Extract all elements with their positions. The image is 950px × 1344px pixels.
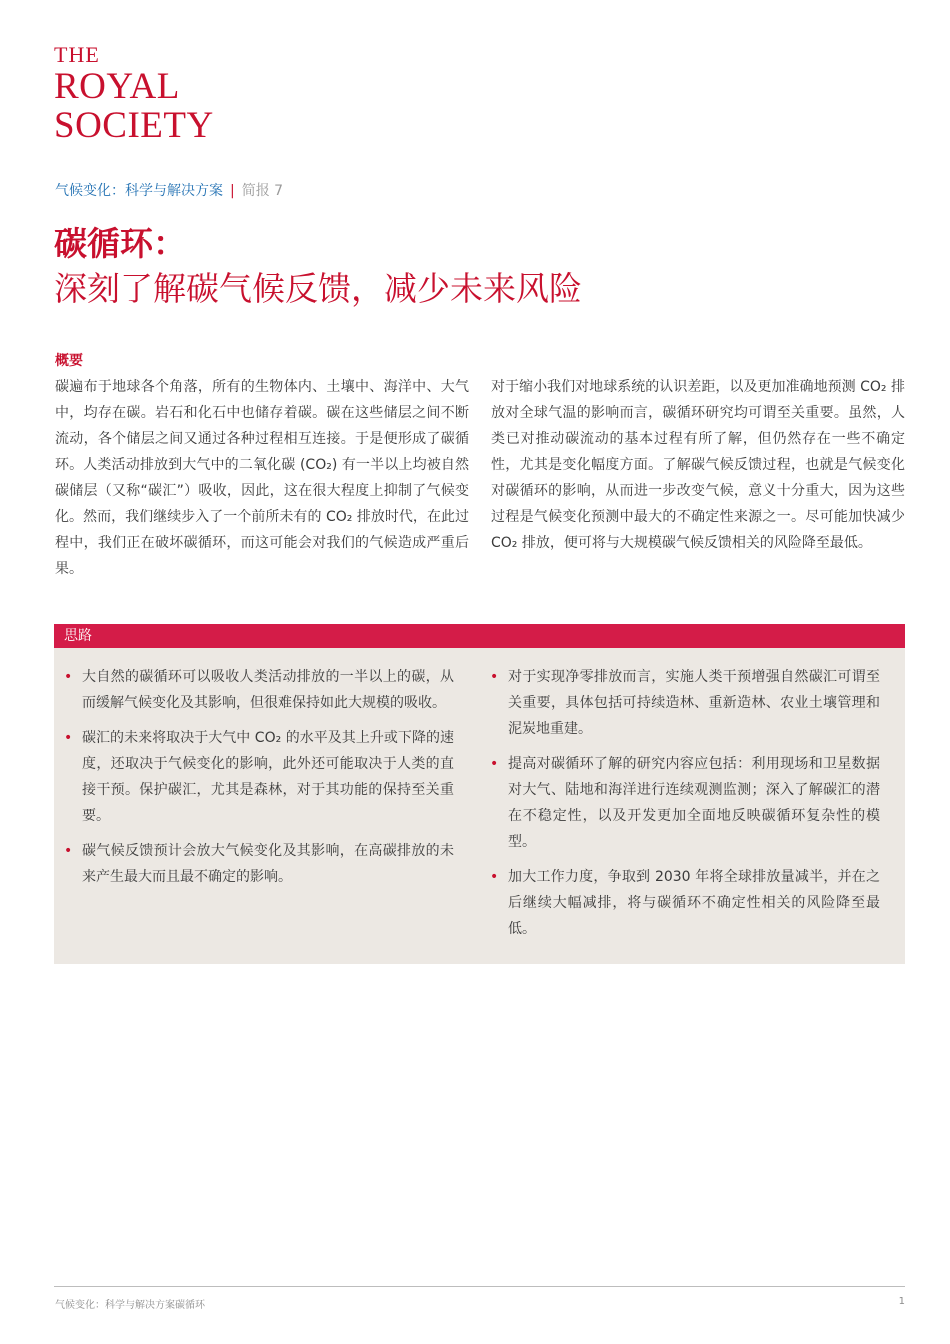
logo-line-royal: ROYAL (54, 66, 180, 107)
bullet-icon: • (490, 756, 499, 772)
bullet-icon: • (64, 669, 73, 685)
idea-text: 碳气候反馈预计会放大气候变化及其影响，在高碳排放的未来产生最大而且最不确定的影响。 (82, 843, 454, 885)
list-item (64, 725, 454, 829)
series-line (55, 180, 283, 200)
list-item (490, 751, 880, 855)
series-name: 气候变化：科学与解决方案 (55, 183, 223, 199)
page-title (54, 222, 582, 312)
list-item (490, 864, 880, 942)
list-item (64, 838, 454, 890)
bullet-icon: • (490, 669, 499, 685)
idea-text: 提高对碳循环了解的研究内容应包括：利用现场和卫星数据对大气、陆地和海洋进行连续观测监测；深入了解碳汇的潜在不稳定性，以及开发更加全面地反映碳循环复杂性的模型。 (508, 756, 880, 850)
list-item (490, 664, 880, 742)
idea-text: 碳汇的未来将取决于大气中 CO₂ 的水平及其上升或下降的速度，还取决于气候变化的影响，此外还可能取决于人类的直接干预。保护碳汇，尤其是森林，对于其功能的保持至关重要。 (82, 730, 454, 824)
summary-paragraph-right: 对于缩小我们对地球系统的认识差距，以及更加准确地预测 CO₂ 排放对全球气温的影响而言，碳循环研究均可谓至关重要。虽然，人类已对推动碳流动的基本过程有所了解，但仍然存在一些不确定性，尤其是变化幅度方面。了解碳气候反馈过程，也就是气候变化对碳循环的影响，从而进一步改变气候，意义十分重大，因为这些过程是气候变化预测中最大的不确定性来源之一。尽可能加快减少 CO₂ 排放，便可将与大规模碳气候反馈相关的风险降至最低。 (491, 379, 905, 551)
ideas-list-left (64, 664, 454, 899)
page-number: 1 (898, 1296, 905, 1307)
brief-number: 简报 7 (241, 183, 284, 199)
footer-text: 气候变化：科学与解决方案碳循环 (55, 1300, 205, 1311)
royal-society-logo (54, 44, 214, 144)
summary-paragraph-left: 碳遍布于地球各个角落，所有的生物体内、土壤中、海洋中、大气中，均存在碳。岩石和化石中也储存着碳。碳在这些储层之间不断流动，各个储层之间又通过各种过程相互连接。于是便形成了碳循环。人类活动排放到大气中的二氧化碳 (CO₂) 有一半以上均被自然碳储层（又称“碳汇”）吸收，因此，这在很大程度上抑制了气候变化。然而，我们继续步入了一个前所未有的 CO₂ 排放时代，在此过程中，我们正在破坏碳循环，而这可能会对我们的气候造成严重后果。 (55, 379, 469, 577)
bullet-icon: • (490, 869, 499, 885)
title-main: 碳循环： (54, 224, 186, 263)
idea-text: 大自然的碳循环可以吸收人类活动排放的一半以上的碳，从而缓解气候变化及其影响，但很难保持如此大规模的吸收。 (82, 669, 454, 711)
footer-divider (54, 1286, 905, 1287)
bullet-icon: • (64, 730, 73, 746)
logo-line-society: SOCIETY (54, 105, 214, 146)
summary-heading: 概要 (55, 353, 83, 369)
bullet-icon: • (64, 843, 73, 859)
idea-text: 加大工作力度，争取到 2030 年将全球排放量减半，并在之后继续大幅减排，将与碳循环不确定性相关的风险降至最低。 (508, 869, 880, 937)
idea-text: 对于实现净零排放而言，实施人类干预增强自然碳汇可谓至关重要，具体包括可持续造林、重新造林、农业土壤管理和泥炭地重建。 (508, 669, 880, 737)
ideas-box (54, 624, 905, 964)
series-separator: | (230, 183, 235, 199)
title-subtitle: 深刻了解碳气候反馈，减少未来风险 (54, 269, 582, 308)
logo-line-the: THE (54, 42, 100, 67)
list-item (64, 664, 454, 716)
ideas-list-right (490, 664, 880, 951)
ideas-heading: 思路 (54, 624, 905, 648)
